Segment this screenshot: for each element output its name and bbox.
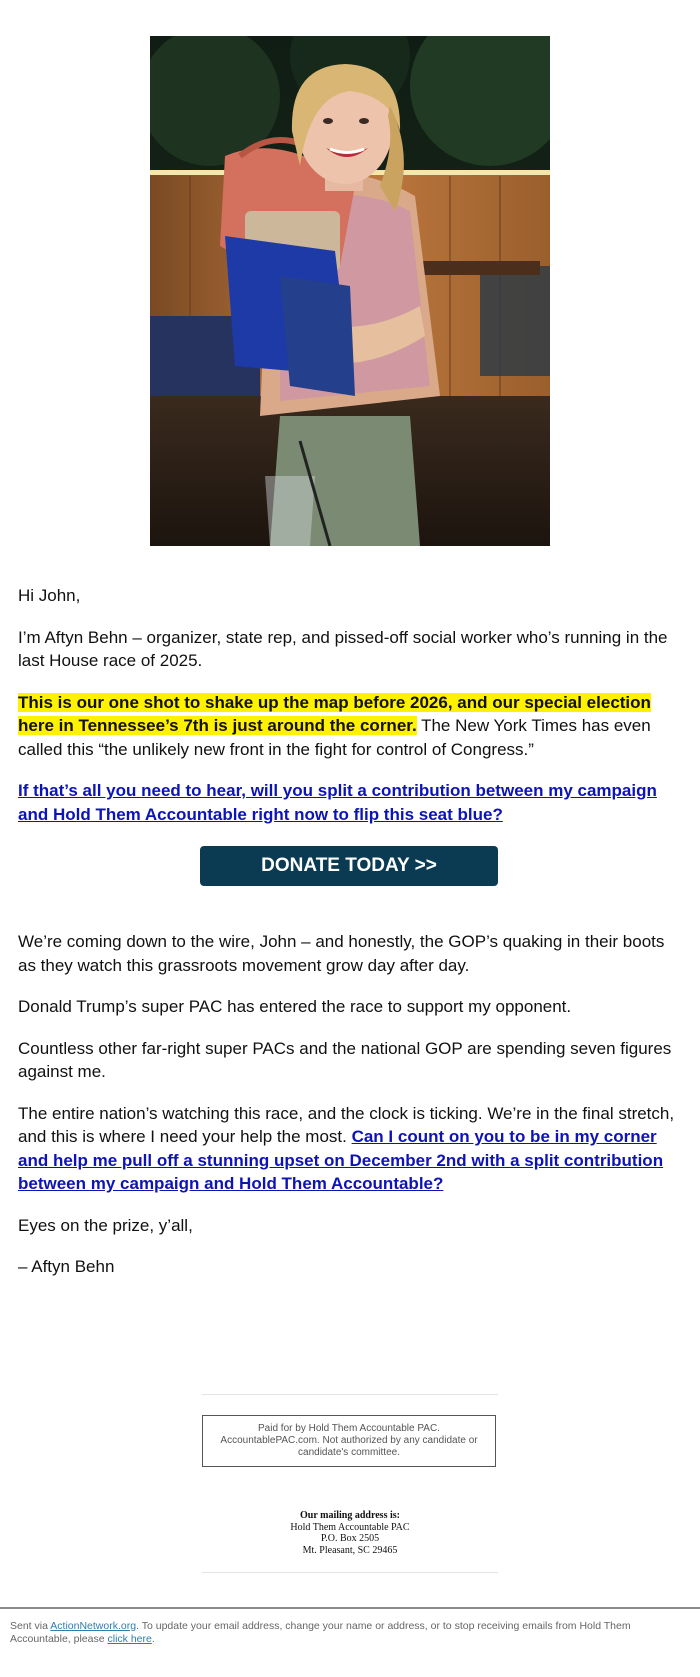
email-body (18, 584, 680, 1297)
nation-text: The entire nation’s watching this race, and the clock is ticking. We’re in the final stretch, and this is where I need your help the most. (18, 1103, 675, 1146)
paid-for-disclaimer: Paid for by Hold Them Accountable PAC. AccountablePAC.com. Not authorized by any candidate or candidate's committee. (202, 1415, 496, 1467)
mailing-line-box: P.O. Box 2505 (320, 1533, 380, 1544)
donate-button-wrap (18, 846, 680, 886)
mailing-line-city: Mt. Pleasant, SC 29465 (302, 1544, 398, 1556)
footer-divider-bottom (202, 1572, 498, 1573)
highlight-paragraph (18, 691, 680, 762)
bottom-divider (0, 1607, 700, 1609)
nation-paragraph (18, 1102, 680, 1196)
sent-prefix: Sent via (10, 1620, 51, 1632)
actionnetwork-link[interactable]: ActionNetwork.org (50, 1620, 137, 1632)
mailing-address (200, 1510, 500, 1556)
intro-paragraph: I’m Aftyn Behn – organizer, state rep, and pissed-off social worker who’s running in the last House race of 2025. (18, 627, 668, 670)
wire-paragraph: We’re coming down to the wire, John – and honestly, the GOP’s quaking in their boots as they watch this grassroots movement grow day after day. (18, 932, 665, 975)
cta-paragraph-1 (18, 779, 680, 826)
pacs-paragraph: Countless other far-right super PACs and the national GOP are spending seven figures against me. (18, 1038, 672, 1081)
sent-via-notice (10, 1620, 690, 1646)
unsubscribe-link[interactable]: click here (107, 1633, 152, 1645)
donate-button[interactable]: DONATE TODAY >> (200, 846, 498, 886)
signoff: Eyes on the prize, y’all, (18, 1215, 193, 1235)
trump-paragraph: Donald Trump’s super PAC has entered the race to support my opponent. (18, 997, 572, 1016)
sent-middle: . To update your email address, change your name or address, or to stop receiving emails from Hold Them Accountable, please (10, 1620, 631, 1645)
signature: – Aftyn Behn (18, 1257, 115, 1276)
split-contribution-link[interactable]: If that’s all you need to hear, will you split a contribution between my campaign and Hold Them Accountable right now to flip this seat blue? (18, 781, 657, 824)
mailing-line-org: Hold Them Accountable PAC (290, 1521, 410, 1533)
sent-end: . (151, 1633, 155, 1645)
highlighted-text: This is our one shot to shake up the map before 2026, and our special election here in Tennessee’s 7th is just around the corner. (18, 692, 651, 735)
hero-photo (150, 36, 550, 546)
mailing-title: Our mailing address is: (300, 1510, 400, 1521)
greeting: Hi John, (18, 586, 81, 605)
nyt-quote: The New York Times has even called this “the unlikely new front in the fight for control of Congress.” (18, 716, 651, 759)
footer-divider-top (202, 1394, 498, 1395)
count-on-you-link[interactable]: Can I count on you to be in my corner and help me pull off a stunning upset on December 2nd with a split contribution between my campaign and Hold Them Accountable? (18, 1127, 664, 1193)
